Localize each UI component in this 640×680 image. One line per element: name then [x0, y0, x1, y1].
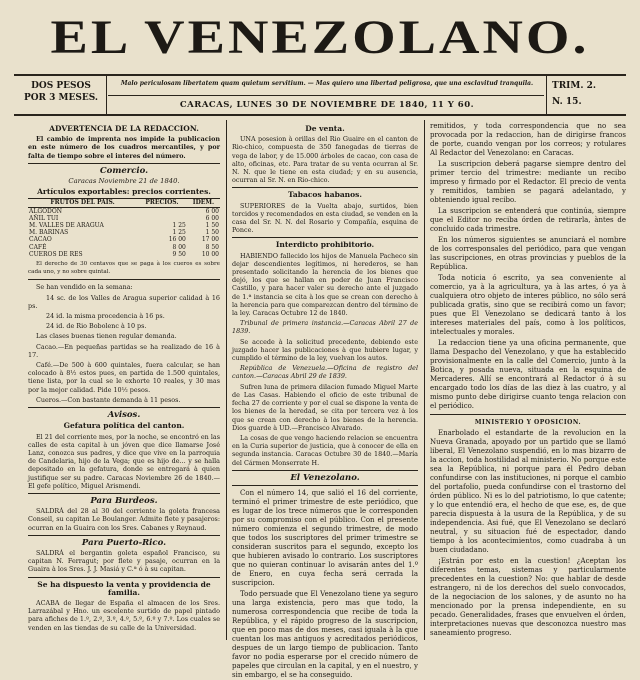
column-2 — [232, 122, 418, 679]
para-burdeos-title: Para Burdeos. — [90, 495, 158, 506]
masthead-title: EL VENEZOLANO. — [50, 11, 590, 64]
table-header: PRECIOS. — [137, 199, 187, 207]
divider — [232, 485, 418, 486]
table-row — [28, 244, 220, 251]
col3-paragraph: La redaccion tiene ya una oficina permanente, que llama Despacho del Venezolano, y que ha establecido provisionalmente en la calle del Comercio, junto à la Botica, y posada nueva, situada en la esquina de Mercaderes. Allí se encontrará al Redactor ó à su encargado todo los días de las diez à las cuatro, y al mismo punto debe dirigirse cuanto tenga relacion con el periódico. — [430, 339, 626, 410]
sales-line: Cacao.—En pequeñas partidas se ha realizado de 16 à 17. — [28, 342, 220, 359]
divider — [232, 187, 418, 188]
sales-line: 24 id. la misma procedencia à 16 ps. — [46, 312, 165, 321]
table-cell: 1 50 — [205, 229, 219, 237]
table-row — [28, 251, 220, 258]
column-1 — [28, 122, 220, 640]
interdicto-text: HABIENDO fallecido los hijos de Manuela Pacheco sin dejar descendientes legítimos, ni herederos, se han presentado solicitando la herencia de los bienes que dejó, los que se hallan en poder de Juan Francisco Castillo, y para hacer valer su derecho ante el juzgado de 1.ª instancia se cita à los que se crean con derecho à la herencia para que comparezcan dentro del término de la ley. Caracas Octubre 12 de 1840. — [232, 251, 418, 318]
venta-title: De venta. — [305, 124, 345, 133]
notice-text: El cambio de imprenta nos impide la publicacion en este número de los cuadros mercantiles, y por falta de tiempo sobre el interes del número. — [28, 135, 220, 160]
familia-text: ACABA de llegar de España el almacen de los Sres. Larrazábal y Hno. un escelente surtido de papel pintado para afiches de 1.º, 2.º, 3.º, 4.º, 5.º, 6.º y 7.º. Los cuales se venden en las tiendas de su calle de la Universidad. — [28, 598, 220, 632]
divider — [28, 163, 220, 164]
registro-text-2: La cosas de que vengo haciendo relacion se encuentra en la Curia superior de justicia, que à conocer de ella en segunda instancia. Caracas Octubre 30 de 1840.—María del Cármen Monserrate H. — [232, 433, 418, 467]
trimester: TRIM. 2. — [552, 81, 597, 91]
editorial-paragraph: Todo persuade que El Venezolano tiene ya seguro una larga existencia, pero mas que todo, la numerosa correspondencia que recibe de toda la República, y el rápido progreso de la suscripcion, que en poco mas de dos meses, casi iguala à la que cuentan los mas antiguos y acreditados periódicos, despues de un largo tiempo de publicacion. Tanto favor no podia esperarse por el crecido número de papeles que circulan en la capital, y en el nuestro, y sin embargo, el se ha conseguido. — [232, 589, 418, 679]
exports-title: Artículos exportables: precios corrientes. — [37, 187, 211, 197]
el-venezolano-title: El Venezolano. — [290, 472, 360, 483]
ministerio-title: MINISTERIO Y OPOSICION. — [474, 419, 582, 426]
tabacos-title: Tabacos habanos. — [288, 190, 362, 200]
commerce-dateline: Caracas Noviembre 21 de 1840. — [68, 177, 180, 186]
col3-paragraph: En los números siguientes se anunciará el nombre de los corresponsales del periódico, para que vengan las suscripciones, en otras provincias y pueblos de la República. — [430, 236, 626, 271]
col3-paragraph: Toda noticia ó escrito, ya sea conveniente al comercio, ya à la agricultura, ya à las artes, ó ya à cualquiera otro objeto de interes público, no sólo será publicada gratis, sino que se recibirá como un favor; pues que El Venezolano se dedicará tanto à los intereses materiales del país, como à los políticos, intelectuales y morales. — [430, 274, 626, 336]
sales-line: Café.—De 500 à 600 quintales, fuera calcular, se han colocado à 8½ estos pues, en partida de 1.500 quintales, tiene lista, por la cual se le exhorte 10 reales, y 30 mas por la mejor calidad. Pide 10½ pesos. — [28, 361, 220, 394]
sales-line: 14 sc. de los Valles de Aragua superior calidad à 16 ps. — [28, 293, 220, 310]
left-box-divider — [106, 76, 107, 114]
table-row — [28, 236, 220, 243]
table-cell: 8 00 — [172, 243, 186, 251]
para-burdeos-text: SALDRÁ del 28 al 30 del corriente la goleta francesa Conseil, su capitan Le Boulanger. Admite flete y pasajeros: ocurran en la Guaira con los Sres. Cabanes y Reynaud. — [28, 507, 220, 532]
divider — [28, 407, 220, 408]
motto: Malo periculosam libertatem quam quietum servitium. — Mas quiero una libertad peligrosa, que una esclavitud tranquila. — [120, 80, 534, 87]
issue-box — [552, 80, 622, 108]
prices-table — [28, 198, 220, 258]
table-cell: 9 50 — [172, 250, 186, 258]
subscription-period: POR 3 MESES. — [23, 93, 99, 103]
table-cell: AÑIL TUI — [29, 214, 59, 222]
table-cell: 1 50 — [205, 222, 219, 230]
republica-line: República de Venezuela.—Oficina de registro del canton.—Caracas Abril 29 de 1839. — [232, 364, 418, 381]
column-3 — [430, 122, 626, 640]
column-divider-2 — [424, 120, 425, 640]
divider — [28, 493, 220, 494]
avisos-title: Avisos. — [107, 410, 141, 421]
sales-line: Cueros.—Con bastante demanda à 11 pesos. — [36, 395, 181, 404]
tabacos-text: SUPERIORES de la Vuelta abajo, surtidos, bien torcidos y recomendados en esta ciudad, se venden en la casa del Sr. N. N. del Rosario y Compañía, esquina de Ponce. — [232, 201, 418, 235]
table-cell: 8 50 — [205, 243, 219, 251]
table-cell: M. BARINAS — [29, 229, 69, 237]
table-cell: ALGODON — [29, 207, 63, 215]
table-cell: 1 25 — [172, 229, 186, 237]
column-divider-1 — [226, 120, 227, 640]
col3-paragraph: ¡Estrán por esto en la cuestion! ¿Aceptan los diferentes temas, sistemas y particularmente precedentes en la cuestion? No: que hablar de desde estrangero, ni de los derechos del suelo convocados, de la negociacion de los salones, y de asunto no ha mencionado por la prensa independiente, en su pecado. Generalidades, frases que envuelven el órden, interpretaciones nuevas que desconozca nuestro mas saneamiento progreso. — [430, 557, 626, 637]
table-cell — [137, 207, 187, 215]
avisos-subtitle: Gefatura política del canton. — [63, 421, 185, 431]
divider — [232, 237, 418, 238]
issue-number: N. 15. — [552, 97, 582, 107]
table-cell: 1 25 — [172, 222, 186, 230]
table-cell: 16 00 — [168, 236, 186, 244]
notice-title: ADVERTENCIA DE LA REDACCION. — [49, 124, 199, 133]
tribunal-text: Se accede à la solicitud precedente, debiendo este juzgado hacer las publicaciones à que hubiere lugar, y cumplido el término de la ley, vuelvan los autos. — [232, 337, 418, 363]
para-pr-text: SALDRÁ el bergantin goleta español Francisco, su capitan N. Ferragut; por flete y pasaje, ocurran en la Guaira à los Sres. J. J. Masiá y C.ª ó à su capitan. — [28, 548, 220, 574]
editorial-paragraph: Con el número 14, que salió el 16 del corriente, terminó el primer trimestre de este periódico, que es lugar de los trece números que le corresponden por su compromiso con el público. Con el presente número comienza el segundo trimestre, de modo que todos los suscriptores del primer trimestre se consideran suscritos para el segundo, excepto los que hubieren avisado lo contrario. Los suscriptores que no quieran continuar lo avisarán antes del 1.º de Enero, en cuya fecha será cerrada la suscripcion. — [232, 488, 418, 587]
table-header: IDEM. — [187, 199, 220, 207]
interdicto-title: Interdicto prohibitorio. — [275, 240, 375, 250]
commerce-title: Comercio. — [99, 165, 149, 176]
subscription-price: DOS PESOS — [31, 81, 91, 91]
table-row — [28, 215, 220, 222]
table-row — [28, 229, 220, 236]
table-note: El derecho de 30 centavos que se paga à los cueros es sobre cada uno, y no sobre quintal. — [28, 261, 220, 276]
divider — [430, 414, 626, 415]
table-header: FRUTOS DEL PAIS. — [28, 199, 137, 207]
table-row — [28, 207, 220, 215]
sales-line: 24 id. de Rio Bobolenc à 10 ps. — [46, 322, 147, 331]
venta-text: UNA posesion à orillas del Rio Guaire en el canton de Rio-chico, compuesta de 350 fanegadas de tierras de vega de labor, y de 15.000 árboles de cacao, con casa de alto, oficinas, etc. Para tratar de su venta ocurran al Sr. N. N. que le tiene en esta ciudad; y en su ausencia, ocurran al Sr. N. en Rio-chico. — [232, 135, 418, 185]
subscription-box — [18, 80, 104, 104]
table-cell: 17 00 — [201, 236, 219, 244]
registro-text: Sufren luna de primera dilacion fumado Miguel Marte de Las Casas. Habiendo el oficio de este tribunal de fecha 27 de corriente y por el cual se dispone la venta de los bienes de la heredad, se cita por tercera vez à los que se crean con derecho à los bienes de la herencia. Dios guarde à UD.—Francisco Alvarado. — [232, 382, 418, 432]
header-rule-mid — [108, 95, 544, 96]
divider — [28, 279, 220, 280]
right-box-divider — [546, 76, 547, 114]
sales-line: Se han vendido en la semana: — [36, 283, 133, 292]
divider — [28, 535, 220, 536]
col3-paragraph: remitidos, y toda correspondencia que no sea provocada por la redaccion, han de dirigirse francos de porte, cuando vengan por los correos; y rotulares Al Redactor del Venezolano: en Caracas. — [430, 122, 626, 157]
tribunal-line: Tribunal de primera instancia.—Caracas Abril 27 de 1839. — [232, 319, 418, 336]
para-pr-title: Para Puerto-Rico. — [81, 537, 167, 548]
header-rule-bottom — [14, 114, 626, 116]
table-cell: CAFÉ — [29, 243, 47, 251]
table-cell: 6 00 — [205, 214, 219, 222]
divider — [232, 470, 418, 471]
sales-line: Las clases buenas tienen regular demanda. — [36, 332, 177, 341]
table-cell: M. VALLES DE ARAGUA — [29, 222, 104, 230]
table-cell: CACAO — [29, 236, 52, 244]
table-row — [28, 222, 220, 229]
familia-title: Se ha dispuesto la venta y providencia de familia. — [37, 579, 211, 597]
table-cell: 10 00 — [201, 250, 219, 258]
table-cell — [137, 215, 187, 222]
table-cell: CUEROS DE RES — [29, 250, 83, 258]
aviso-text: El 21 del corriente mes, por la noche, se encontró en las calles de esta capital à un jóven que dice llamarse José Lanz, conozca sus padres, y dice que vive en la parroquia de Candelaria, hijo de la Vega; que es hijo de... y se halla depositado en la gefatura, donde se entregará à quien justifique ser su padre. Caracas Noviembre 26 de 1840.—El gefe político, Miguel Arismendi. — [28, 432, 220, 490]
col3-paragraph: La suscripcion deberá pagarse siempre dentro del primer tercio del trimestre: mediante un recibo impreso y firmado por el Redactor. El precio de venta y remitidos, tambien se pagará adelantado, y obteniendo igual recibo. — [430, 160, 626, 204]
table-cell: 6 00 — [205, 207, 219, 215]
col3-paragraph: Enarbolado el estandarte de la revolucion en la Nueva Granada, apoyado por un partido que se llamó liberal, El Venezolano suspendió, en lo mas bizarro de la accion, toda hostilidad al ministerio. No porque este sea la República, ni porque para él Pedro deban confundirse con las instituciones, ni porque el cambio del portafolio, pueda confundirse con el trastorno del órden público. Ni es lo del patriotismo, lo que catente; y lo que entendió era, el hecho de que ese, es, de que parecia dispuesta à la usura de la República, y de su independencia. Asi fué, que El Venezolano se declaró neutral, y su situacion fué de espectador, dando tiempo à los acontecimientos, como cuadraba à un buen ciudadano. — [430, 429, 626, 554]
col3-paragraph: La suscripcion se entenderá que continúa, siempre que el Editor no reciba órden de retirarla, àntes de concluido cada trimestre. — [430, 207, 626, 233]
dateline: CARACAS, LUNES 30 DE NOVIEMBRE DE 1840, 11 Y 60. — [179, 100, 475, 110]
divider — [28, 577, 220, 578]
